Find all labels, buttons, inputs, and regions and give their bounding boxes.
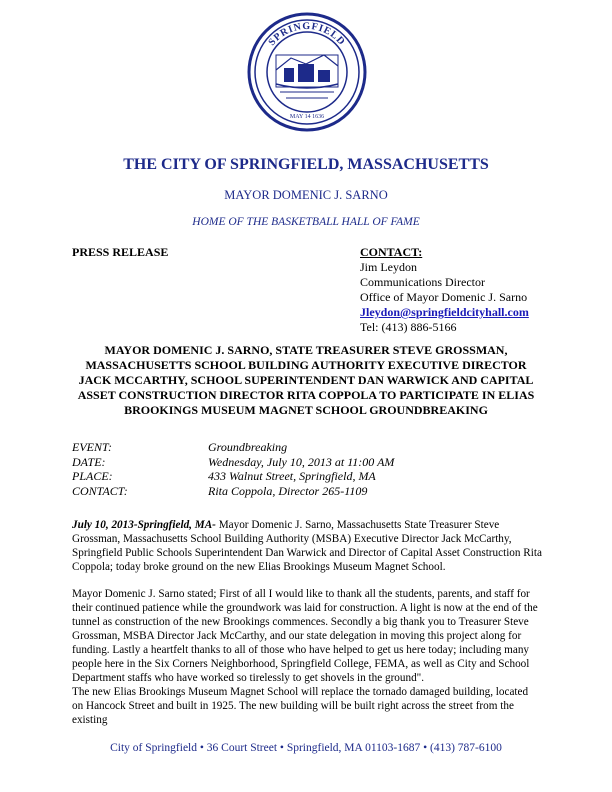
event-contact-label: CONTACT: <box>72 483 128 498</box>
dateline: July 10, 2013-Springfield, MA- <box>72 519 216 531</box>
headline-line: MAYOR DOMENIC J. SARNO, STATE TREASURER STEVE GROSSMAN, <box>104 343 508 357</box>
paragraph-text: The new Elias Brookings Museum Magnet School will replace the tornado damaged building, located on Hancock Street and built in 1925. The new building will be built right across the street from the existing <box>72 686 529 726</box>
city-seal-icon <box>246 0 367 150</box>
paragraph-text: Mayor Domenic J. Sarno, Massachusetts State Treasurer Steve Grossman, Massachusetts School Building Authority (MSBA) Executive Director Jack McCarthy, Springfield Public Schools Superintendent Dan Warwick and Director of Capital Asset Construction Rita Coppola; today broke ground on the new Elias Brookings Museum Magnet School. <box>72 519 542 573</box>
headline-line: ASSET CONSTRUCTION DIRECTOR RITA COPPOLA TO PARTICIPATE IN ELIAS <box>77 388 535 402</box>
city-title: THE CITY OF SPRINGFIELD, MASSACHUSETTS <box>123 156 489 173</box>
event-contact-value: Rita Coppola, Director 265-1109 <box>208 483 368 498</box>
contact-phone: Tel: (413) 886-5166 <box>360 320 457 334</box>
tagline: HOME OF THE BASKETBALL HALL OF FAME <box>192 216 420 228</box>
headline <box>60 343 552 418</box>
city-seal <box>246 0 367 150</box>
paragraph-text: Mayor Domenic J. Sarno stated; First of all I would like to thank all the students, parents, and staff for their continued patience while the groundwork was laid for construction. A light is now at the end of the tunnel as construction of the new Brookings commences. Secondly a big thank you to Treasurer Steve Grossman, MSBA Director Jack McCarthy, and our state delegation in moving this project along for funding. Lastly a heartfelt thanks to all of those who have helped to get us here today; including many people here in the Six Corners Neighborhood, Springfield College, FEMA, as well as City and School Department staffs who have worked so tirelessly to get shovels in the ground". <box>72 588 538 684</box>
event-contact-row <box>72 484 394 499</box>
seal-bottom-text: MAY 14 1636 <box>289 114 325 120</box>
contact-name: Jim Leydon <box>360 260 417 274</box>
contact-block <box>360 245 529 335</box>
contact-office: Office of Mayor Domenic J. Sarno <box>360 290 528 304</box>
body-paragraph-1 <box>72 518 542 574</box>
place-row <box>72 469 394 484</box>
press-release-label: PRESS RELEASE <box>72 245 169 259</box>
body-paragraph-3 <box>72 685 542 727</box>
date-value: Wednesday, July 10, 2013 at 11:00 AM <box>208 454 395 469</box>
place-label: PLACE: <box>72 469 113 483</box>
event-row <box>72 440 394 455</box>
body-paragraph-2 <box>72 587 542 685</box>
seal-top-text: SPRINGFIELD <box>266 20 348 49</box>
contact-heading: CONTACT: <box>360 245 423 259</box>
footer-address: City of Springfield • 36 Court Street • Springfield, MA 01103-1687 • (413) 787-6100 <box>110 742 502 754</box>
event-value: Groundbreaking <box>208 440 288 454</box>
contact-title: Communications Director <box>360 275 485 289</box>
date-label: DATE: <box>72 454 106 469</box>
date-row <box>72 455 394 470</box>
place-value: 433 Walnut Street, Springfield, MA <box>208 469 376 483</box>
headline-line: BROOKINGS MUSEUM MAGNET SCHOOL GROUNDBREAKING <box>124 403 488 417</box>
headline-line: JACK MCCARTHY, SCHOOL SUPERINTENDENT DAN WARWICK AND CAPITAL <box>78 373 534 387</box>
event-details <box>72 440 394 498</box>
headline-line: MASSACHUSETTS SCHOOL BUILDING AUTHORITY EXECUTIVE DIRECTOR <box>85 358 527 372</box>
mayor-line: MAYOR DOMENIC J. SARNO <box>224 188 388 202</box>
contact-email-link[interactable]: Jleydon@springfieldcityhall.com <box>360 305 529 319</box>
event-label: EVENT: <box>72 440 113 454</box>
